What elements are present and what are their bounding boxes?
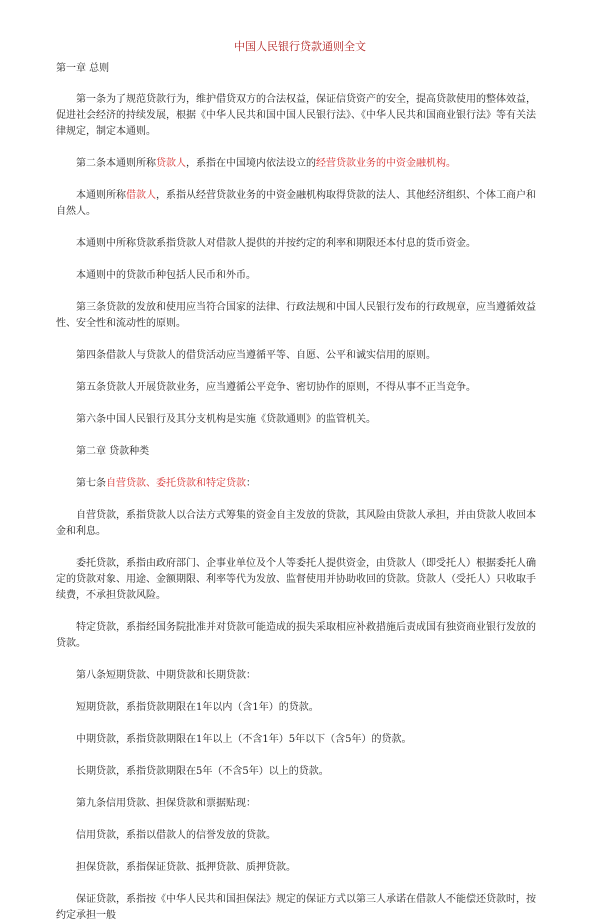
definition-borrower xyxy=(56,188,544,220)
document-title: 中国人民银行贷款通则全文 xyxy=(234,40,366,53)
definition-guaranteed-loan: 保证贷款，系指按《中华人民共和国担保法》规定的保证方式以第三人承诺在借款人不能偿还贷款时，按约定承担一般 xyxy=(56,894,536,921)
article-2-text-a: 第二条本通则所称 xyxy=(76,158,156,169)
term-loan-types: 自营贷款、委托贷款和特定贷款 xyxy=(106,478,246,489)
definition-self-operated-loan: 自营贷款，系指贷款人以合法方式筹集的资金自主发放的贷款，其风险由贷款人承担，并由贷款人收回本金和利息。 xyxy=(56,510,536,537)
article-3: 第三条贷款的发放和使用应当符合国家的法律、行政法规和中国人民银行发布的行政规章，应当遵循效益性、安全性和流动性的原则。 xyxy=(56,302,536,329)
definition-borrower-text-c: ，系指从经营贷款业务的中资金融机构取得贷款的法人、其他经济组织、个体工商户和自然人。 xyxy=(56,190,536,217)
definition-credit-loan: 信用贷款，系指以借款人的信誉发放的贷款。 xyxy=(76,830,276,841)
article-1: 第一条为了规范贷款行为，维护借贷双方的合法权益，保证信贷资产的安全，提高贷款使用的整体效益，促进社会经济的持续发展，根据《中华人民共和国中国人民银行法》、《中华人民共和国商业银行法》等有关法律规定，制定本通则。 xyxy=(56,94,536,137)
article-7-text-a: 第七条 xyxy=(76,478,106,489)
article-4: 第四条借款人与贷款人的借贷活动应当遵循平等、自愿、公平和诚实信用的原则。 xyxy=(76,350,436,361)
article-9: 第九条信用贷款、担保贷款和票据贴现： xyxy=(76,798,256,809)
definition-long-term-loan: 长期贷款，系指贷款期限在5年（不含5年）以上的贷款。 xyxy=(76,766,329,777)
term-lender: 贷款人 xyxy=(156,158,186,169)
article-7 xyxy=(56,476,544,492)
article-5: 第五条贷款人开展贷款业务，应当遵循公平竞争、密切协作的原则，不得从事不正当竞争。 xyxy=(76,382,476,393)
definition-short-term-loan: 短期贷款，系指贷款期限在1年以内（含1年）的贷款。 xyxy=(76,702,319,713)
article-6: 第六条中国人民银行及其分支机构是实施《贷款通则》的监管机关。 xyxy=(76,414,376,425)
article-8: 第八条短期贷款、中期贷款和长期贷款： xyxy=(76,670,256,681)
definition-medium-term-loan: 中期贷款，系指贷款期限在1年以上（不含1年）5年以下（含5年）的贷款。 xyxy=(76,734,412,745)
term-borrower: 借款人 xyxy=(126,190,156,201)
definition-specific-loan: 特定贷款，系指经国务院批准并对贷款可能造成的损失采取相应补救措施后责成国有独资商业银行发放的贷款。 xyxy=(56,622,536,649)
chapter-2-heading: 第二章 贷款种类 xyxy=(76,446,150,457)
article-2-text-c: ，系指在中国境内依法设立的 xyxy=(186,158,316,169)
definition-borrower-text-a: 本通则所称 xyxy=(76,190,126,201)
article-2 xyxy=(56,156,544,172)
definition-entrusted-loan: 委托贷款，系指由政府部门、企事业单位及个人等委托人提供资金，由贷款人（即受托人）根据委托人确定的贷款对象、用途、金额期限、利率等代为发放、监督使用并协助收回的贷款。贷款人（受托人）只收取手续费，不承担贷款风险。 xyxy=(56,558,536,601)
definition-secured-loan: 担保贷款，系指保证贷款、抵押贷款、质押贷款。 xyxy=(76,862,296,873)
chapter-1-heading: 第一章 总则 xyxy=(56,63,110,74)
definition-loan: 本通则中所称贷款系指贷款人对借款人提供的并按约定的利率和期限还本付息的货币资金。 xyxy=(76,238,476,249)
definition-currency: 本通则中的贷款币种包括人民币和外币。 xyxy=(76,270,256,281)
term-financial-institution: 经营贷款业务的中资金融机构。 xyxy=(316,158,456,169)
article-7-text-c: ： xyxy=(246,478,256,489)
